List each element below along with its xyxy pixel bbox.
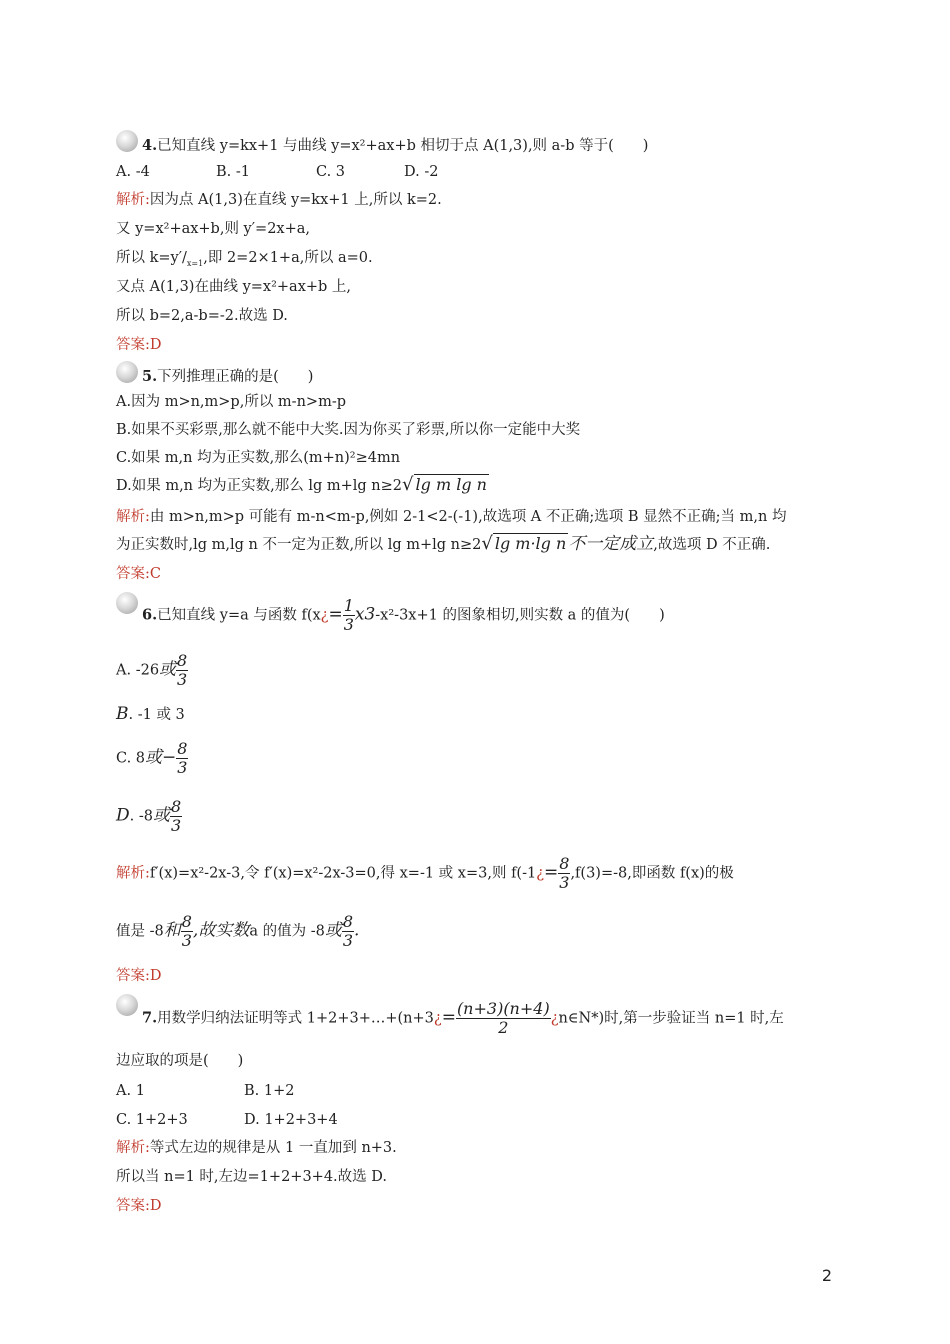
q4-option-b: B. -1 [216, 164, 250, 180]
q6-analysis-2: 值是 -8和 $\frac{8}{3}$ ,故实数a 的值为 -8或 $\frac{8}{3}$ . [116, 912, 360, 950]
fraction: $\frac{8}{3}$ [170, 797, 182, 835]
q4-options [116, 162, 438, 182]
q6-option-a: A. -26或 $\frac{8}{3}$ [116, 651, 188, 689]
q7-stem-2: 边应取的项是( ) [116, 1053, 244, 1069]
fraction: $\frac{8}{3}$ [342, 912, 354, 950]
q6-option-d: D. -8或 $\frac{8}{3}$ [116, 797, 182, 835]
q5-option-d: D.如果 m,n 均为正实数,那么 lg m+lg n≥2√ lg m lg n [116, 474, 487, 495]
page-number: 2 [821, 1266, 832, 1285]
q7-option-a: A. 1 [116, 1083, 145, 1099]
sqrt-expression: lg m·lg n [494, 534, 567, 553]
q5-answer: 答案:C [116, 566, 161, 582]
sqrt-expression: lg m lg n [415, 475, 487, 494]
q4-option-a: A. -4 [116, 164, 150, 180]
q7-option-b: B. 1+2 [244, 1083, 295, 1099]
question-bullet-icon [116, 130, 138, 152]
q6-answer: 答案:D [116, 968, 162, 984]
q7-stem: 7.用数学归纳法证明等式 1+2+3+…+(n+3¿= $\frac{(n+3)(n+4)}{2}$ ¿n∈N*)时,第一步验证当 n=1 时,左 [142, 999, 784, 1037]
q6-option-c: C. 8或− $\frac{8}{3}$ [116, 739, 188, 777]
q4-analysis-2: 又 y=x²+ax+b,则 y′=2x+a, [116, 221, 311, 237]
q4-analysis-3: 所以 $k=y'/_{x=1}$,即 2=2×1+a,所以 a=0. [116, 250, 373, 268]
q6-stem: 6.已知直线 y=a 与函数 f(x¿= $\frac{1}{3}$ x3-x²-3x+1 的图象相切,则实数 a 的值为( ) [142, 596, 665, 634]
fraction: $\frac{8}{3}$ [559, 854, 570, 892]
q5-analysis-1: 解析:由 m>n,m>p 可能有 m-n<m-p,例如 2-1<2-(-1),故选项 A 不正确;选项 B 显然不正确;当 m,n 均 [116, 509, 787, 525]
q7-answer: 答案:D [116, 1198, 162, 1214]
q4-analysis-1: 解析:因为点 A(1,3)在直线 y=kx+1 上,所以 k=2. [116, 192, 442, 208]
q4-analysis-4: 又点 A(1,3)在曲线 y=x²+ax+b 上, [116, 279, 352, 295]
q5-option-a: A.因为 m>n,m>p,所以 m-n>m-p [116, 394, 347, 410]
q5-analysis-2: 为正实数时,lg m,lg n 不一定为正数,所以 lg m+lg n≥2√ lg m·lg n 不一定成立,故选项 D 不正确. [116, 533, 771, 554]
question-bullet-icon [116, 361, 138, 383]
q7-option-c: C. 1+2+3 [116, 1112, 188, 1128]
q5-option-c: C.如果 m,n 均为正实数,那么(m+n)²≥4mn [116, 450, 401, 466]
q4-option-d: D. -2 [404, 164, 439, 180]
q4-option-c: C. 3 [316, 164, 346, 180]
q5-option-b: B.如果不买彩票,那么就不能中大奖.因为你买了彩票,所以你一定能中大奖 [116, 422, 581, 438]
q7-option-d: D. 1+2+3+4 [244, 1112, 338, 1128]
fraction: $\frac{1}{3}$ [343, 596, 354, 634]
q4-analysis-5: 所以 b=2,a-b=-2.故选 D. [116, 308, 288, 324]
q7-options-row-1 [116, 1081, 294, 1101]
fraction: $\frac{(n+3)(n+4)}{2}$ [456, 999, 550, 1037]
question-bullet-icon [116, 592, 138, 614]
q5-stem: 5.下列推理正确的是( ) [142, 368, 314, 385]
q7-options-row-2 [116, 1110, 338, 1130]
q7-analysis-2: 所以当 n=1 时,左边=1+2+3+4.故选 D. [116, 1169, 387, 1185]
question-bullet-icon [116, 994, 138, 1016]
fraction: $\frac{8}{3}$ [177, 739, 188, 777]
q6-analysis-1: 解析:f′(x)=x²-2x-3,令 f′(x)=x²-2x-3=0,得 x=-1 或 x=3,则 f(-1¿= $\frac{8}{3}$ ,f(3)=-8,即函数 f(x)的极 [116, 854, 734, 892]
q6-option-b: B. -1 或 3 [116, 704, 185, 724]
fraction: $\frac{8}{3}$ [181, 912, 192, 950]
q4-stem: 4.已知直线 y=kx+1 与曲线 y=x²+ax+b 相切于点 A(1,3),则 a-b 等于( ) [142, 137, 649, 154]
fraction: $\frac{8}{3}$ [177, 651, 188, 689]
q7-analysis-1: 解析:等式左边的规律是从 1 一直加到 n+3. [116, 1140, 397, 1156]
q4-answer: 答案:D [116, 337, 162, 353]
